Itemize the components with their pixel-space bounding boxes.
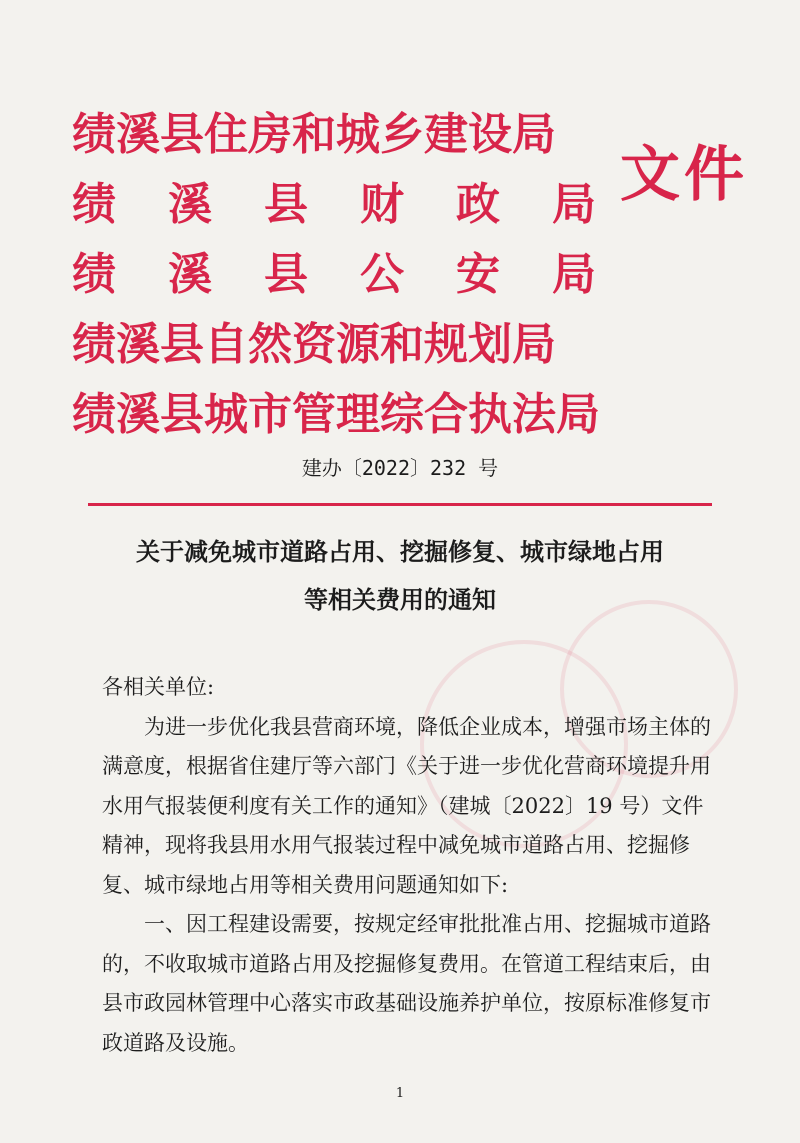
title-line-1: 关于减免城市道路占用、挖掘修复、城市绿地占用: [136, 538, 664, 566]
org-urban-management-bureau: 绩溪县城市管理综合执法局: [72, 389, 600, 440]
document-suffix: 文件: [620, 140, 748, 210]
org-housing-bureau: 绩溪县住房和城乡建设局: [72, 109, 556, 160]
document-number: 建办〔2022〕232 号: [301, 456, 499, 480]
red-divider: [88, 503, 712, 506]
body-paragraph: 为进一步优化我县营商环境，降低企业成本，增强市场主体的满意度，根据省住建厅等六部门《关于进一步优化营商环境提升用水用气报装便利度有关工作的通知》（建城〔2022〕19 号）文件精神，现将我县用水用气报装过程中减免城市道路占用、挖掘修复、城市绿地占用等相关费用问题通知如下:: [102, 714, 711, 897]
title-line-2: 等相关费用的通知: [304, 586, 496, 614]
org-public-security-bureau: 绩溪县公安局: [72, 249, 648, 300]
org-finance-bureau: 绩溪县财政局: [72, 179, 648, 230]
page-number: 1: [395, 1086, 405, 1101]
document-title: [60, 528, 740, 624]
salutation: 各相关单位:: [102, 675, 215, 699]
document-body: [102, 668, 714, 1063]
org-natural-resources-bureau: 绩溪县自然资源和规划局: [72, 319, 556, 370]
body-paragraph: 一、因工程建设需要，按规定经审批批准占用、挖掘城市道路的，不收取城市道路占用及挖掘修复费用。在管道工程结束后，由县市政园林管理中心落实市政基础设施养护单位，按原标准修复市政道路及设施。: [102, 912, 711, 1055]
